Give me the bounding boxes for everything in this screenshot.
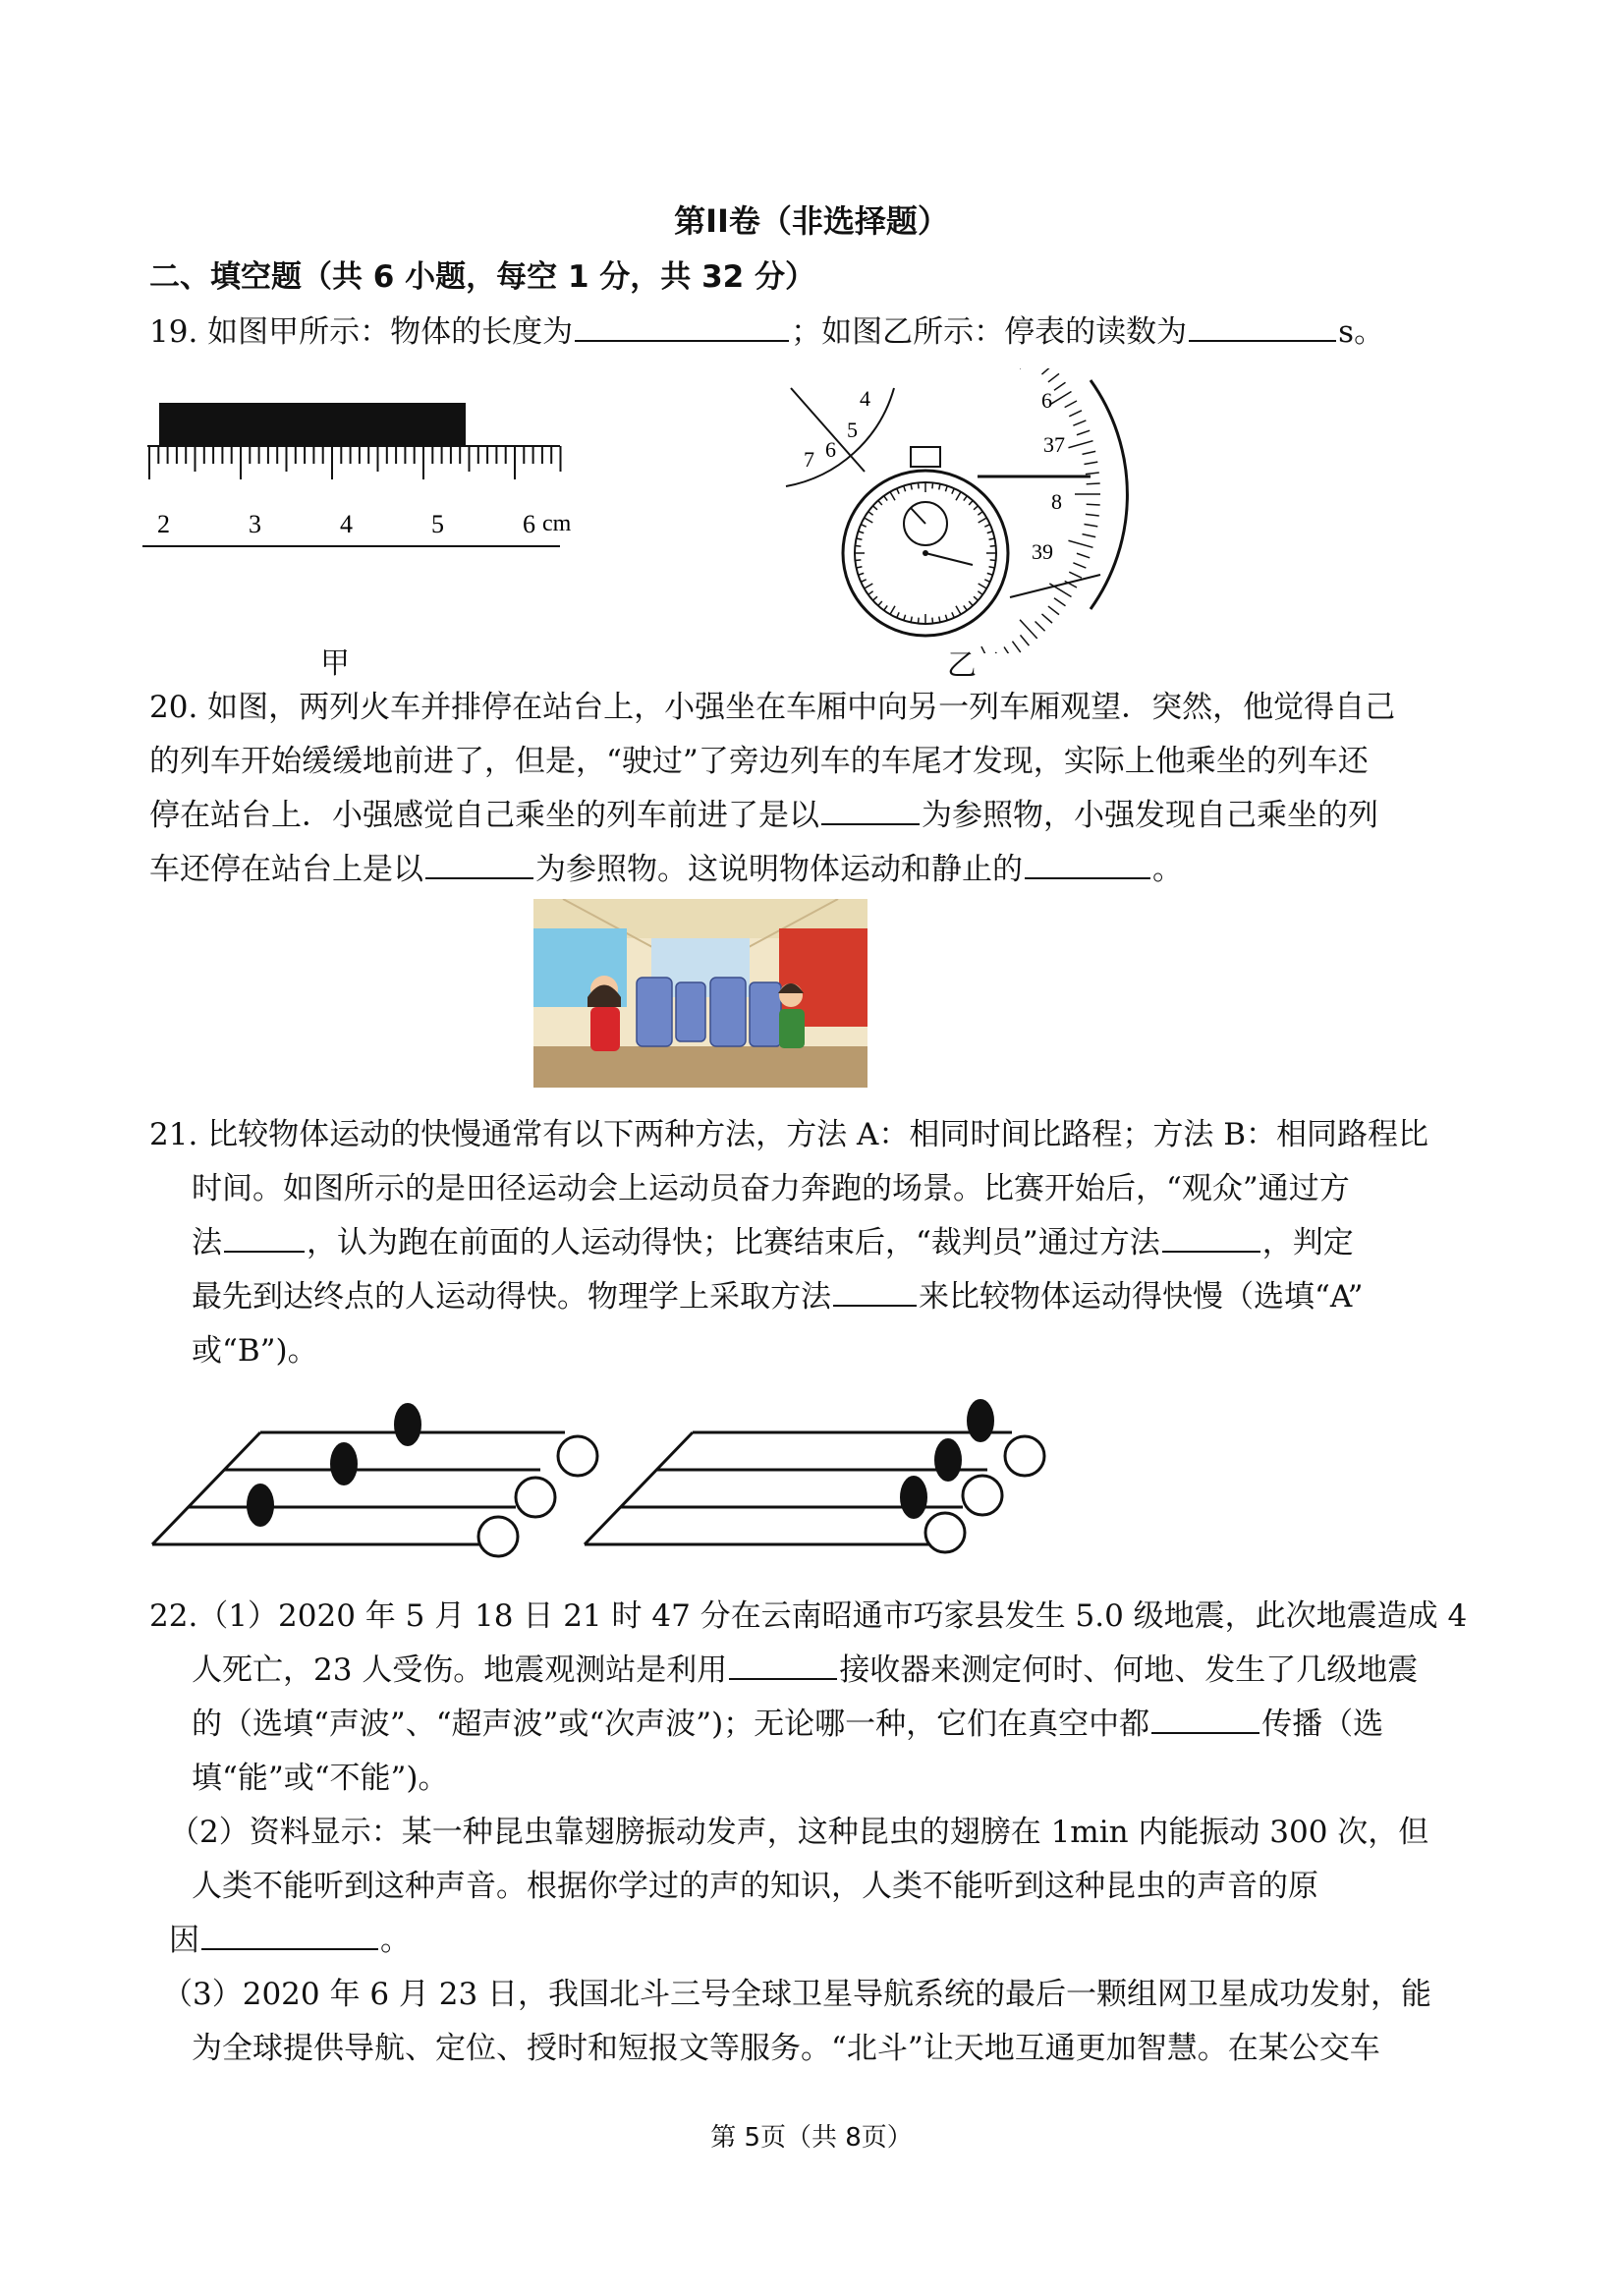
stopwatch-tick xyxy=(884,605,888,610)
stopwatch-tick xyxy=(872,596,876,600)
stopwatch-tick xyxy=(855,545,861,546)
q22-line1: 22.（1）2020 年 5 月 18 日 21 时 47 分在云南昭通市巧家县发生 5.0 级地震，此次地震造成 4 xyxy=(149,1598,1468,1634)
stopwatch-tick xyxy=(989,567,995,568)
sec-label-6: 6 xyxy=(1041,388,1052,413)
section-title: 二、填空题（共 6 小题，每空 1 分，共 32 分） xyxy=(149,259,816,295)
q20-line3: 停在站台上．小强感觉自己乘坐的列车前进了是以 为参照物，小强发现自己乘坐的列 xyxy=(149,798,1378,833)
q21-line5: 或“B”)。 xyxy=(192,1333,318,1369)
stopwatch-tick xyxy=(911,617,912,623)
second-scale-tick xyxy=(1048,606,1059,615)
sec-label-39: 39 xyxy=(1032,539,1053,564)
stopwatch-tick xyxy=(859,532,865,533)
q22-line7: 因 。 xyxy=(169,1923,411,1958)
q22-line2: 人死亡，23 人受伤。地震观测站是利用 接收器来测定何时、何地、发生了几级地震 xyxy=(192,1652,1419,1688)
second-scale-tick xyxy=(1020,620,1037,639)
figure-b-label: 乙 xyxy=(947,648,977,683)
stopwatch-tick xyxy=(918,618,919,624)
stopwatch-tick xyxy=(904,615,906,621)
q22-line9: 为全球提供导航、定位、授时和短报文等服务。“北斗”让天地互通更加智慧。在某公交车 xyxy=(192,2031,1380,2066)
second-scale-tick xyxy=(1012,642,1020,652)
second-scale-tick xyxy=(1073,563,1086,568)
second-scale-tick xyxy=(1084,525,1097,527)
measured-object xyxy=(159,403,466,445)
answer-blank-22c[interactable] xyxy=(201,1921,378,1950)
q22-line6: 人类不能听到这种声音。根据你学过的声的知识，人类不能听到这种昆虫的声音的原 xyxy=(192,1869,1318,1904)
stopwatch-tick xyxy=(857,567,863,568)
answer-blank-20a[interactable] xyxy=(821,796,920,825)
q21-line3: 法 ，认为跑在前面的人运动得快；比赛结束后，“裁判员”通过方法 ，判定 xyxy=(192,1225,1354,1260)
second-scale-tick xyxy=(1054,598,1066,606)
running-track-figure xyxy=(147,1395,1071,1572)
stopwatch-tick xyxy=(987,573,993,575)
q22-line3: 的（选填“声波”、“超声波”或“次声波”)；无论哪一种，它们在真空中都 传播（选 xyxy=(192,1707,1384,1742)
second-scale-tick xyxy=(1086,473,1099,475)
q21-line4: 最先到达终点的人运动得快。物理学上采取方法 来比较物体运动得快慢（选填“A” xyxy=(192,1279,1364,1315)
answer-blank-21a[interactable] xyxy=(224,1223,305,1253)
ruler-figure xyxy=(138,393,580,560)
stopwatch-tick xyxy=(911,484,912,490)
answer-blank-20c[interactable] xyxy=(1025,850,1150,879)
second-scale-tick xyxy=(1077,430,1090,435)
second-scale-tick xyxy=(1068,540,1092,547)
stopwatch-tick xyxy=(855,560,861,561)
stopwatch-tick xyxy=(969,500,973,504)
stopwatch-tick xyxy=(979,584,987,588)
answer-blank-20b[interactable] xyxy=(425,850,533,879)
stopwatch-tick xyxy=(984,525,989,527)
stopwatch-tick xyxy=(978,512,982,516)
min-label-5: 5 xyxy=(847,418,858,442)
ruler-label-6: 6 xyxy=(523,510,535,538)
stopwatch-tick xyxy=(956,606,961,615)
stopwatch-tick xyxy=(979,518,987,523)
answer-blank-21c[interactable] xyxy=(833,1277,917,1307)
stopwatch-tick xyxy=(989,538,995,539)
second-scale-tick xyxy=(1069,411,1082,417)
ruler-label-3: 3 xyxy=(249,510,261,538)
stopwatch-tick xyxy=(890,492,895,501)
sec-label-37: 37 xyxy=(1043,432,1065,457)
answer-blank-22b[interactable] xyxy=(1151,1705,1259,1734)
sec-label-8: 8 xyxy=(1051,489,1062,514)
q22-line8: （3）2020 年 6 月 23 日，我国北斗三号全球卫星导航系统的最后一颗组网卫星成功发射，能 xyxy=(162,1977,1432,2012)
second-scale-tick xyxy=(1083,451,1096,454)
stopwatch-tick xyxy=(865,518,873,523)
stopwatch-tick xyxy=(890,606,895,615)
second-scale-tick xyxy=(1077,553,1090,558)
second-scale-tick xyxy=(1048,373,1059,382)
min-label-6: 6 xyxy=(825,437,836,462)
stopwatch-tick xyxy=(897,612,899,617)
stopwatch-tick xyxy=(932,482,933,488)
ruler-unit: cm xyxy=(542,511,572,536)
stopwatch-tick xyxy=(861,525,866,527)
stopwatch-tick xyxy=(974,506,978,510)
stopwatch-tick xyxy=(964,496,968,501)
second-scale-tick xyxy=(1041,368,1052,374)
ruler-label-5: 5 xyxy=(431,510,444,538)
stopwatch-tick xyxy=(904,486,906,492)
second-scale-tick xyxy=(1068,441,1092,448)
part-title: 第II卷（非选择题） xyxy=(674,202,949,240)
min-label-7: 7 xyxy=(804,447,814,472)
second-scale-tick xyxy=(1041,614,1052,623)
q20-line1: 20. 如图，两列火车并排停在站台上，小强坐在车厢中向另一列车厢观望．突然，他觉得自己 xyxy=(149,690,1396,725)
train-interior-image xyxy=(533,899,867,1088)
second-scale-tick xyxy=(1035,621,1045,631)
second-scale-tick xyxy=(995,652,1002,653)
stopwatch-tick xyxy=(969,601,973,605)
stopwatch-tick xyxy=(857,538,863,539)
stopwatch-tick xyxy=(939,617,940,623)
stopwatch-tick xyxy=(939,484,940,490)
min-label-4: 4 xyxy=(860,386,870,411)
second-scale-tick xyxy=(1073,420,1086,425)
stopwatch-tick xyxy=(861,580,866,582)
second-scale-tick xyxy=(1069,572,1082,578)
stopwatch-tick xyxy=(868,512,873,516)
q22-line4: 填“能”或“不能”)。 xyxy=(192,1761,449,1796)
stopwatch-tick xyxy=(945,615,947,621)
q20-line2: 的列车开始缓缓地前进了，但是，“驶过”了旁边列车的车尾才发现，实际上他乘坐的列车还 xyxy=(149,744,1369,779)
page-footer: 第 5页（共 8页） xyxy=(710,2123,913,2153)
second-scale-tick xyxy=(1087,483,1100,484)
stopwatch-figure xyxy=(766,368,1179,653)
second-scale-tick xyxy=(1054,382,1066,390)
q21-line1: 21. 比较物体运动的快慢通常有以下两种方法，方法 A：相同时间比路程；方法 B：相同路程比 xyxy=(149,1117,1429,1152)
second-scale-tick xyxy=(1084,462,1097,464)
ruler-label-2: 2 xyxy=(157,510,170,538)
q20-line4: 车还停在站台上是以 为参照物。这说明物体运动和静止的 。 xyxy=(149,852,1183,887)
answer-blank-19b[interactable] xyxy=(1189,312,1336,342)
stopwatch-tick xyxy=(956,492,961,501)
figure-a-label: 甲 xyxy=(320,646,350,681)
answer-blank-22a[interactable] xyxy=(729,1651,837,1680)
stopwatch-tick xyxy=(918,482,919,488)
q22-line5: （2）资料显示：某一种昆虫靠翅膀振动发声，这种昆虫的翅膀在 1min 内能振动 300 次，但 xyxy=(169,1815,1429,1850)
second-scale-tick xyxy=(1021,635,1030,645)
answer-blank-19a[interactable] xyxy=(575,312,789,342)
stopwatch-tick xyxy=(984,580,989,582)
stopwatch-tick xyxy=(952,488,954,493)
stopwatch-tick xyxy=(945,486,947,492)
stopwatch-tick xyxy=(952,612,954,617)
stopwatch-tick xyxy=(990,560,996,561)
stopwatch-tick xyxy=(884,496,888,501)
stopwatch-tick xyxy=(974,596,978,600)
second-scale-tick xyxy=(1004,647,1012,653)
stopwatch-tick xyxy=(987,532,993,533)
stopwatch-tick xyxy=(932,618,933,624)
second-scale-tick xyxy=(1083,534,1096,537)
ruler-label-4: 4 xyxy=(340,510,353,538)
stopwatch-tick xyxy=(978,591,982,595)
stopwatch-tick xyxy=(878,601,882,605)
second-scale-tick xyxy=(1065,401,1077,408)
stopwatch-tick xyxy=(878,500,882,504)
second-scale-tick xyxy=(1087,504,1100,505)
answer-blank-21b[interactable] xyxy=(1162,1223,1260,1253)
stopwatch-tick xyxy=(897,488,899,493)
stopwatch-tick xyxy=(868,591,873,595)
question-19-text: 19. 如图甲所示：物体的长度为 ；如图乙所示：停表的读数为 s。 xyxy=(149,314,1385,350)
q21-line2: 时间。如图所示的是田径运动会上运动员奋力奔跑的场景。比赛开始后，“观众”通过方 xyxy=(192,1171,1350,1206)
stopwatch-tick xyxy=(990,545,996,546)
stopwatch-tick xyxy=(859,573,865,575)
stopwatch-tick xyxy=(865,584,873,588)
second-scale-tick xyxy=(1086,514,1099,516)
stopwatch-tick xyxy=(964,605,968,610)
second-scale-tick xyxy=(981,646,993,653)
stopwatch-tick xyxy=(872,506,876,510)
second-scale-tick xyxy=(1049,391,1071,405)
